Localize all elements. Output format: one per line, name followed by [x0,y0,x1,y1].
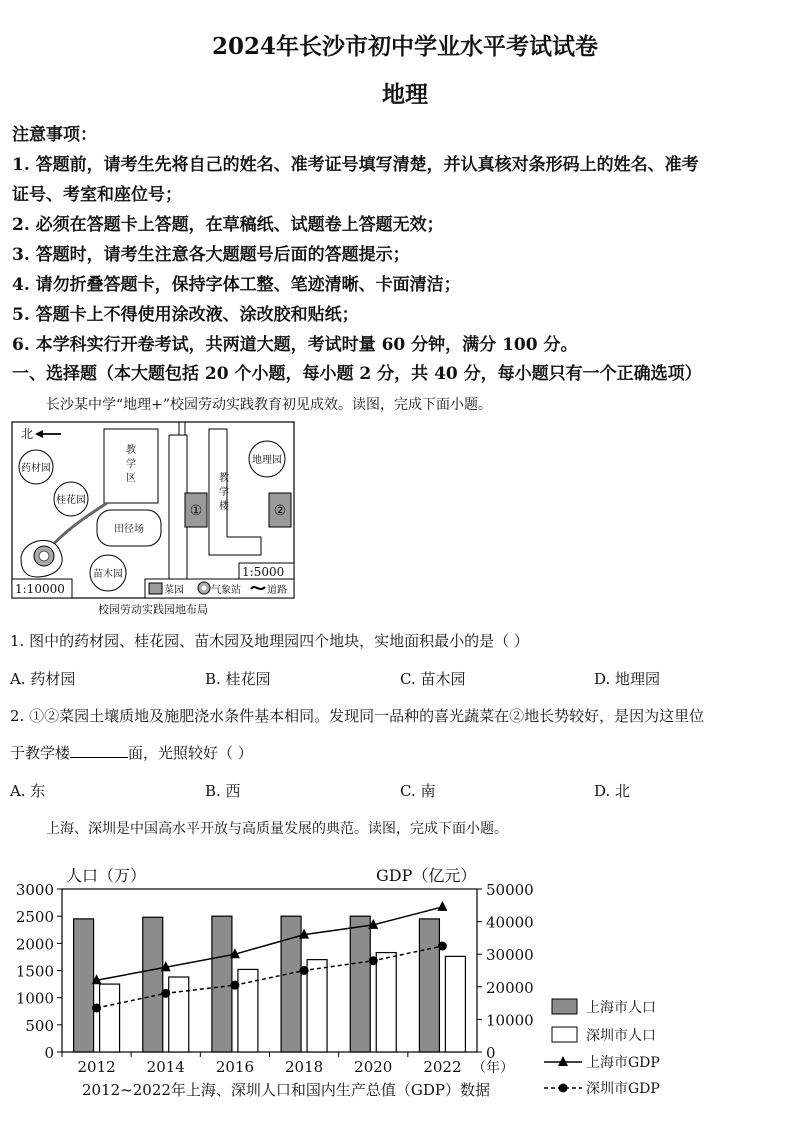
x-tick-label: 2018 [284,1058,324,1076]
legend-station-label: 气象站 [211,585,241,596]
notice-item-1a: 1. 答题前，请考生先将自己的姓名、准考证号填写清楚，并认真核对条形码上的姓名、准考 [12,155,699,175]
page-title: 2024年长沙市初中学业水平考试试卷 [211,33,598,60]
notice-item-5: 5. 答题卡上不得使用涂改液、涂改胶和贴纸； [12,305,359,325]
q2-stem-part-1: 于教学楼 [10,744,71,762]
north-label: 北 [21,427,34,441]
left-tick-label: 1000 [15,989,54,1008]
legend-shenzhen-gdp-marker [559,1084,568,1093]
point-shenzhen-gdp [438,942,447,951]
population-gdp-chart [0,855,810,1145]
point-shenzhen-gdp [230,981,239,990]
teach-area-char-3: 区 [126,473,136,484]
x-tick-label: 2022 [423,1058,462,1076]
plot-1-label: ① [189,503,203,519]
legend-road-label: 道路 [267,585,287,596]
point-shenzhen-gdp [92,1003,101,1012]
right-tick-label: 50000 [486,881,534,899]
q1-option-d[interactable]: D. 地理园 [594,670,661,688]
q2-option-a[interactable]: A. 东 [10,782,46,800]
notice-item-4: 4. 请勿折叠答题卡，保持字体工整、笔迹清晰、卡面清洁； [12,275,461,295]
q2-option-c[interactable]: C. 南 [400,782,436,800]
x-tick-label: 2014 [146,1058,185,1076]
bar-shanghai-pop [212,916,232,1052]
bar-shenzhen-pop [100,984,120,1052]
right-tick-label: 20000 [486,978,534,997]
bar-shanghai-pop [350,916,370,1052]
left-axis-title: 人口（万） [66,866,147,885]
q2-stem-line-1: 2. ①②菜园土壤质地及施肥浇水条件基本相同。发现同一品种的喜光蔬菜在②地长势较好，是因为这里位 [10,707,705,725]
bar-shenzhen-pop [238,969,258,1052]
left-tick-label: 2500 [15,908,54,927]
q2-stem-line-2 [10,742,253,763]
x-tick-label: 2012 [77,1058,116,1076]
q1-option-c[interactable]: C. 苗木园 [400,670,466,688]
bar-shenzhen-pop [307,960,327,1052]
legend-shenzhen-gdp-label: 深圳市GDP [586,1081,660,1097]
right-tick-label: 40000 [486,913,534,932]
section-heading: 一、选择题（本大题包括 20 个小题，每小题 2 分，共 40 分，每小题只有一个正确选项） [12,364,702,384]
bar-shanghai-pop [143,917,163,1052]
legend-veg-label: 菜园 [164,585,184,596]
left-tick-label: 1500 [15,962,54,981]
bar-shenzhen-pop [445,956,465,1052]
notice-item-3: 3. 答题时，请考生注意各大题题号后面的答题提示； [12,245,410,265]
right-tick-label: 30000 [486,946,534,965]
plot-2-label: ② [273,503,287,519]
map-caption: 校园劳动实践园地布局 [98,603,208,616]
left-tick-label: 0 [44,1044,54,1062]
bar-shanghai-pop [74,919,94,1052]
track-label: 田径场 [114,524,144,535]
intro-text-1: 长沙某中学“地理+”校园劳动实践教育初见成效。读图，完成下面小题。 [46,397,493,413]
scale-left: 1:10000 [15,582,65,596]
q2-option-b[interactable]: B. 西 [205,782,241,800]
teach-area-char-1: 教 [126,445,136,456]
x-tick-label: 2016 [215,1058,255,1076]
point-shenzhen-gdp [300,966,309,975]
herb-garden-label: 药材园 [21,463,51,474]
subject-title: 地理 [382,81,428,108]
x-unit-label: （年） [472,1060,514,1076]
left-tick-label: 500 [25,1016,54,1035]
q1-stem: 1. 图中的药材园、桂花园、苗木园及地理园四个地块，实地面积最小的是（ ） [10,632,529,650]
q1-option-a[interactable]: A. 药材园 [10,670,76,688]
right-tick-label: 0 [486,1044,496,1062]
bar-shenzhen-pop [376,953,396,1052]
point-shanghai-gdp [437,901,447,911]
scale-right: 1:5000 [242,565,285,579]
q2-option-d[interactable]: D. 北 [594,782,631,800]
chart-bars [74,916,466,1052]
right-axis-title: GDP（亿元） [376,866,477,885]
building-char-2: 学 [219,487,229,498]
building-char-3: 楼 [219,501,229,512]
chart-legend [544,999,660,1097]
q1-option-b[interactable]: B. 桂花园 [205,670,271,688]
chart-title: 2012~2022年上海、深圳人口和国内生产总值（GDP）数据 [81,1081,491,1099]
bar-shenzhen-pop [169,977,189,1052]
legend-shenzhen-pop-swatch [552,1027,577,1042]
left-tick-label: 2000 [15,935,54,954]
osmanthus-label: 桂花园 [56,495,86,506]
legend-shenzhen-pop-label: 深圳市人口 [586,1028,656,1044]
point-shenzhen-gdp [369,956,378,965]
notice-item-2: 2. 必须在答题卡上答题，在草稿纸、试题卷上答题无效； [12,215,444,235]
bar-shanghai-pop [419,919,439,1052]
notice-heading: 注意事项： [12,125,97,145]
left-tick-label: 3000 [15,881,54,899]
legend-shanghai-gdp-label: 上海市GDP [586,1055,660,1071]
point-shenzhen-gdp [161,989,170,998]
legend-veg-icon [149,583,162,594]
legend-shanghai-gdp-marker [558,1056,568,1066]
x-tick-label: 2020 [354,1058,393,1076]
building-char-1: 教 [219,473,229,484]
legend-shanghai-pop-label: 上海市人口 [586,1000,656,1016]
nursery-label: 苗木园 [93,569,123,580]
right-tick-label: 10000 [486,1011,534,1030]
intro-text-2: 上海、深圳是中国高水平开放与高质量发展的典范。读图，完成下面小题。 [46,821,508,837]
q2-stem-part-2: 面，光照较好（ ） [128,744,253,762]
q2-blank [70,743,128,758]
campus-map [11,421,297,621]
notice-item-1b: 证号、考室和座位号； [12,185,182,205]
notice-item-6: 6. 本学科实行开卷考试，共两道大题，考试时量 60 分钟，满分 100 分。 [12,335,578,355]
geo-garden-label: 地理园 [252,455,282,466]
teach-area-char-2: 学 [126,459,136,470]
legend-shanghai-pop-swatch [552,999,577,1014]
